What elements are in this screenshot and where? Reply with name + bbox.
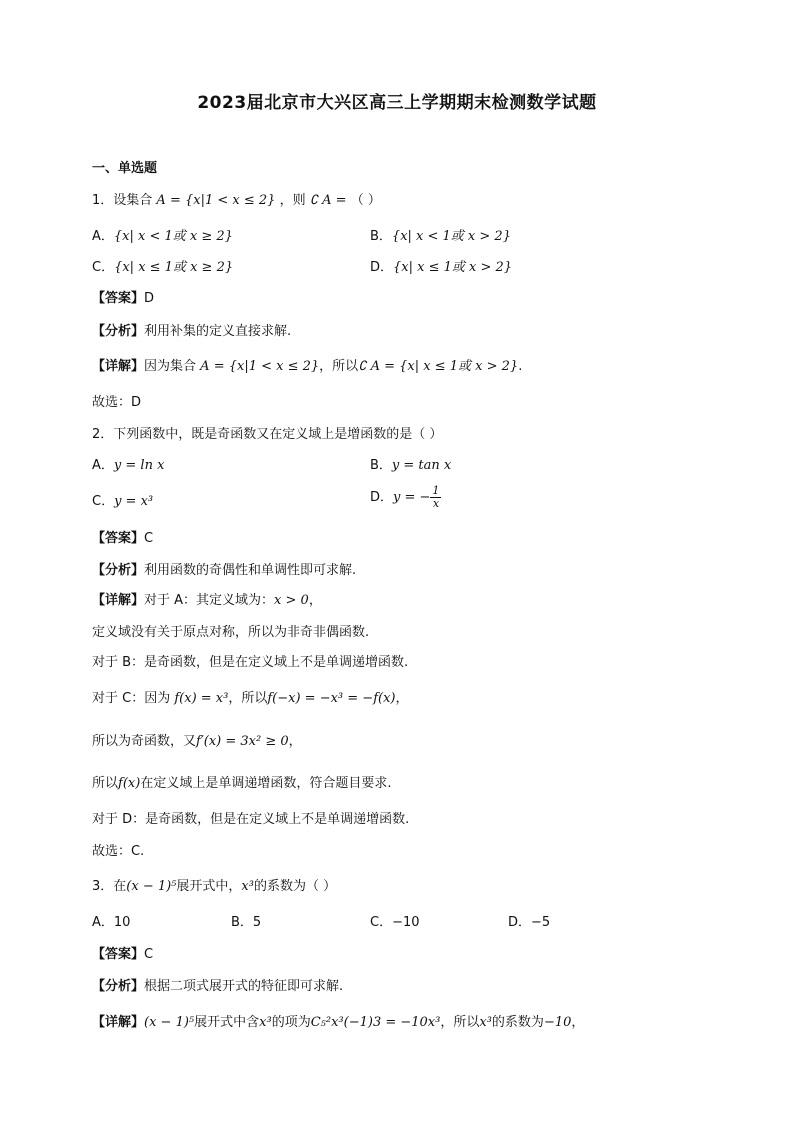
section-heading: 一、单选题 bbox=[92, 161, 158, 176]
q3-option-c-label: C． bbox=[370, 915, 393, 930]
q2-detail-line1 bbox=[92, 592, 322, 610]
q1-option-c-label: C． bbox=[92, 260, 115, 275]
q3-detail-math4: x³ bbox=[479, 1015, 492, 1030]
q1-option-a-text: {x| x < 1或 x ≥ 2} bbox=[113, 229, 233, 244]
q2-detail-text2: 在定义域上是单调递增函数，符合题目要求. bbox=[140, 776, 392, 791]
q3-detail-math5: −10 bbox=[543, 1015, 572, 1030]
q3-option-b-label: B． bbox=[231, 915, 253, 930]
q3-stem-math: (x − 1)⁵ bbox=[126, 879, 177, 894]
fraction-denominator: x bbox=[432, 497, 440, 510]
answer-tag: 【答案】 bbox=[92, 947, 145, 962]
q2-answer bbox=[92, 530, 153, 548]
answer-tag: 【答案】 bbox=[92, 531, 145, 546]
q1-stem-paren: （ ） bbox=[350, 193, 381, 208]
q1-detail-text2: ，所以 bbox=[319, 359, 359, 374]
q3-analysis-text: 根据二项式展开式的特征即可求解. bbox=[144, 979, 344, 994]
q2-option-a-label: A． bbox=[92, 458, 114, 473]
q2-analysis bbox=[92, 562, 356, 580]
q3-detail-text4: 的系数为 bbox=[491, 1015, 544, 1030]
q3-answer-value: C bbox=[144, 947, 154, 962]
q3-stem-text2: 展开式中， bbox=[176, 879, 242, 894]
q2-detail-math: x > 0 bbox=[274, 593, 309, 608]
q2-detail-text: 对于 C：因为 bbox=[92, 691, 171, 706]
answer-tag: 【答案】 bbox=[92, 291, 145, 306]
q2-detail-line5 bbox=[92, 733, 302, 751]
q2-option-c-label: C． bbox=[92, 494, 115, 509]
detail-tag: 【详解】 bbox=[92, 1015, 145, 1030]
q1-choose: 故选：D bbox=[92, 395, 142, 410]
q1-option-d bbox=[370, 259, 512, 277]
q2-detail-line7: 对于 D：是奇函数，但是在定义域上不是单调递增函数. bbox=[92, 812, 410, 827]
q1-stem-math: A = {x|1 < x ≤ 2} bbox=[156, 193, 276, 208]
q2-detail-math2: f(−x) = −x³ = −f(x) bbox=[267, 691, 396, 706]
q3-option-d-text: −5 bbox=[531, 915, 551, 930]
q2-detail-line3: 对于 B：是奇函数，但是在定义域上不是单调递增函数. bbox=[92, 655, 409, 670]
q1-analysis bbox=[92, 323, 291, 341]
detail-tag: 【详解】 bbox=[92, 359, 145, 374]
q2-option-c-text: y = x³ bbox=[114, 494, 154, 509]
q2-detail-end: ， bbox=[395, 691, 409, 706]
q3-stem-text: 3．在 bbox=[92, 879, 127, 894]
q2-detail-text: 对于 A：其定义域为： bbox=[144, 593, 275, 608]
q3-option-a-label: A． bbox=[92, 915, 114, 930]
q3-answer bbox=[92, 946, 153, 964]
q1-analysis-text: 利用补集的定义直接求解. bbox=[144, 324, 292, 339]
q1-detail-end: . bbox=[518, 359, 523, 374]
q2-detail-text: 所以 bbox=[92, 776, 119, 791]
q1-option-a bbox=[92, 228, 233, 246]
q2-detail-text: 所以为奇函数，又 bbox=[92, 734, 197, 749]
q2-detail-end: ， bbox=[308, 593, 322, 608]
q3-option-a-text: 10 bbox=[113, 915, 131, 930]
detail-tag: 【详解】 bbox=[92, 593, 145, 608]
q1-answer-value: D bbox=[144, 291, 155, 306]
q2-stem: 2．下列函数中，既是奇函数又在定义域上是增函数的是（ ） bbox=[92, 427, 443, 442]
q3-detail-text: 展开式中含 bbox=[194, 1015, 260, 1030]
q3-detail-math1: (x − 1)⁵ bbox=[144, 1015, 195, 1030]
q2-detail-end: ， bbox=[288, 734, 302, 749]
q3-option-d-label: D． bbox=[508, 915, 532, 930]
q3-stem-text3: 的系数为（ ） bbox=[253, 879, 337, 894]
q2-detail-text2: ，所以 bbox=[228, 691, 268, 706]
q2-option-b-text: y = tan x bbox=[391, 458, 452, 473]
analysis-tag: 【分析】 bbox=[92, 324, 145, 339]
q2-detail-math: f′(x) = 3x² ≥ 0 bbox=[196, 734, 289, 749]
q3-detail-text3: ，所以 bbox=[440, 1015, 480, 1030]
q3-stem bbox=[92, 878, 336, 896]
q2-option-b bbox=[370, 457, 451, 475]
q2-option-a-text: y = ln x bbox=[113, 458, 165, 473]
q3-detail-text2: 的项为 bbox=[271, 1015, 311, 1030]
q2-detail-math1: f(x) = x³ bbox=[174, 691, 229, 706]
q2-choose: 故选：C. bbox=[92, 844, 145, 859]
q3-stem-math2: x³ bbox=[241, 879, 254, 894]
q3-analysis bbox=[92, 978, 343, 996]
q3-option-c bbox=[370, 914, 420, 932]
analysis-tag: 【分析】 bbox=[92, 979, 145, 994]
q3-option-b-text: 5 bbox=[252, 915, 262, 930]
q1-stem-text2: ，则 bbox=[279, 193, 306, 208]
q2-option-b-label: B． bbox=[370, 458, 392, 473]
q3-detail-math2: x³ bbox=[259, 1015, 272, 1030]
q2-detail-line6 bbox=[92, 775, 391, 793]
q2-answer-value: C bbox=[144, 531, 154, 546]
q3-option-c-text: −10 bbox=[392, 915, 420, 930]
q3-detail-end: ， bbox=[571, 1015, 585, 1030]
q1-detail-math2: ∁ A = {x| x ≤ 1或 x > 2} bbox=[358, 359, 519, 374]
q1-detail-text: 因为集合 bbox=[144, 359, 197, 374]
q1-stem-text: 1．设集合 bbox=[92, 193, 153, 208]
q1-stem-math2: ∁ A = bbox=[309, 193, 347, 208]
q2-option-a bbox=[92, 457, 164, 475]
q1-option-b-text: {x| x < 1或 x > 2} bbox=[391, 229, 511, 244]
q2-analysis-text: 利用函数的奇偶性和单调性即可求解. bbox=[144, 563, 357, 578]
q2-detail-line2: 定义域没有关于原点对称，所以为非奇非偶函数. bbox=[92, 625, 370, 640]
q1-option-b-label: B． bbox=[370, 229, 392, 244]
q2-option-d-text: y = − bbox=[393, 490, 431, 505]
q2-option-d bbox=[370, 485, 441, 510]
q1-answer bbox=[92, 290, 154, 308]
q1-option-d-label: D． bbox=[370, 260, 394, 275]
q1-stem bbox=[92, 192, 381, 210]
q1-option-a-label: A． bbox=[92, 229, 114, 244]
q1-option-c-text: {x| x ≤ 1或 x ≥ 2} bbox=[114, 260, 234, 275]
q3-detail bbox=[92, 1014, 584, 1032]
q1-detail bbox=[92, 358, 522, 376]
q1-option-c bbox=[92, 259, 233, 277]
q2-option-d-fraction bbox=[430, 485, 441, 510]
q3-option-a bbox=[92, 914, 130, 932]
analysis-tag: 【分析】 bbox=[92, 563, 145, 578]
q1-option-b bbox=[370, 228, 511, 246]
fraction-numerator: 1 bbox=[432, 484, 440, 497]
q3-option-d bbox=[508, 914, 550, 932]
q3-detail-math3: C₅²x³(−1)3 = −10x³ bbox=[310, 1015, 441, 1030]
q1-option-d-text: {x| x ≤ 1或 x > 2} bbox=[393, 260, 513, 275]
q2-option-d-label: D． bbox=[370, 490, 394, 505]
q2-detail-line4 bbox=[92, 690, 409, 708]
q2-detail-math: f(x) bbox=[118, 776, 141, 791]
q2-option-c bbox=[92, 493, 153, 511]
q3-option-b bbox=[231, 914, 261, 932]
q1-detail-math1: A = {x|1 < x ≤ 2} bbox=[200, 359, 320, 374]
page-title: 2023届北京市大兴区高三上学期期末检测数学试题 bbox=[197, 93, 597, 113]
